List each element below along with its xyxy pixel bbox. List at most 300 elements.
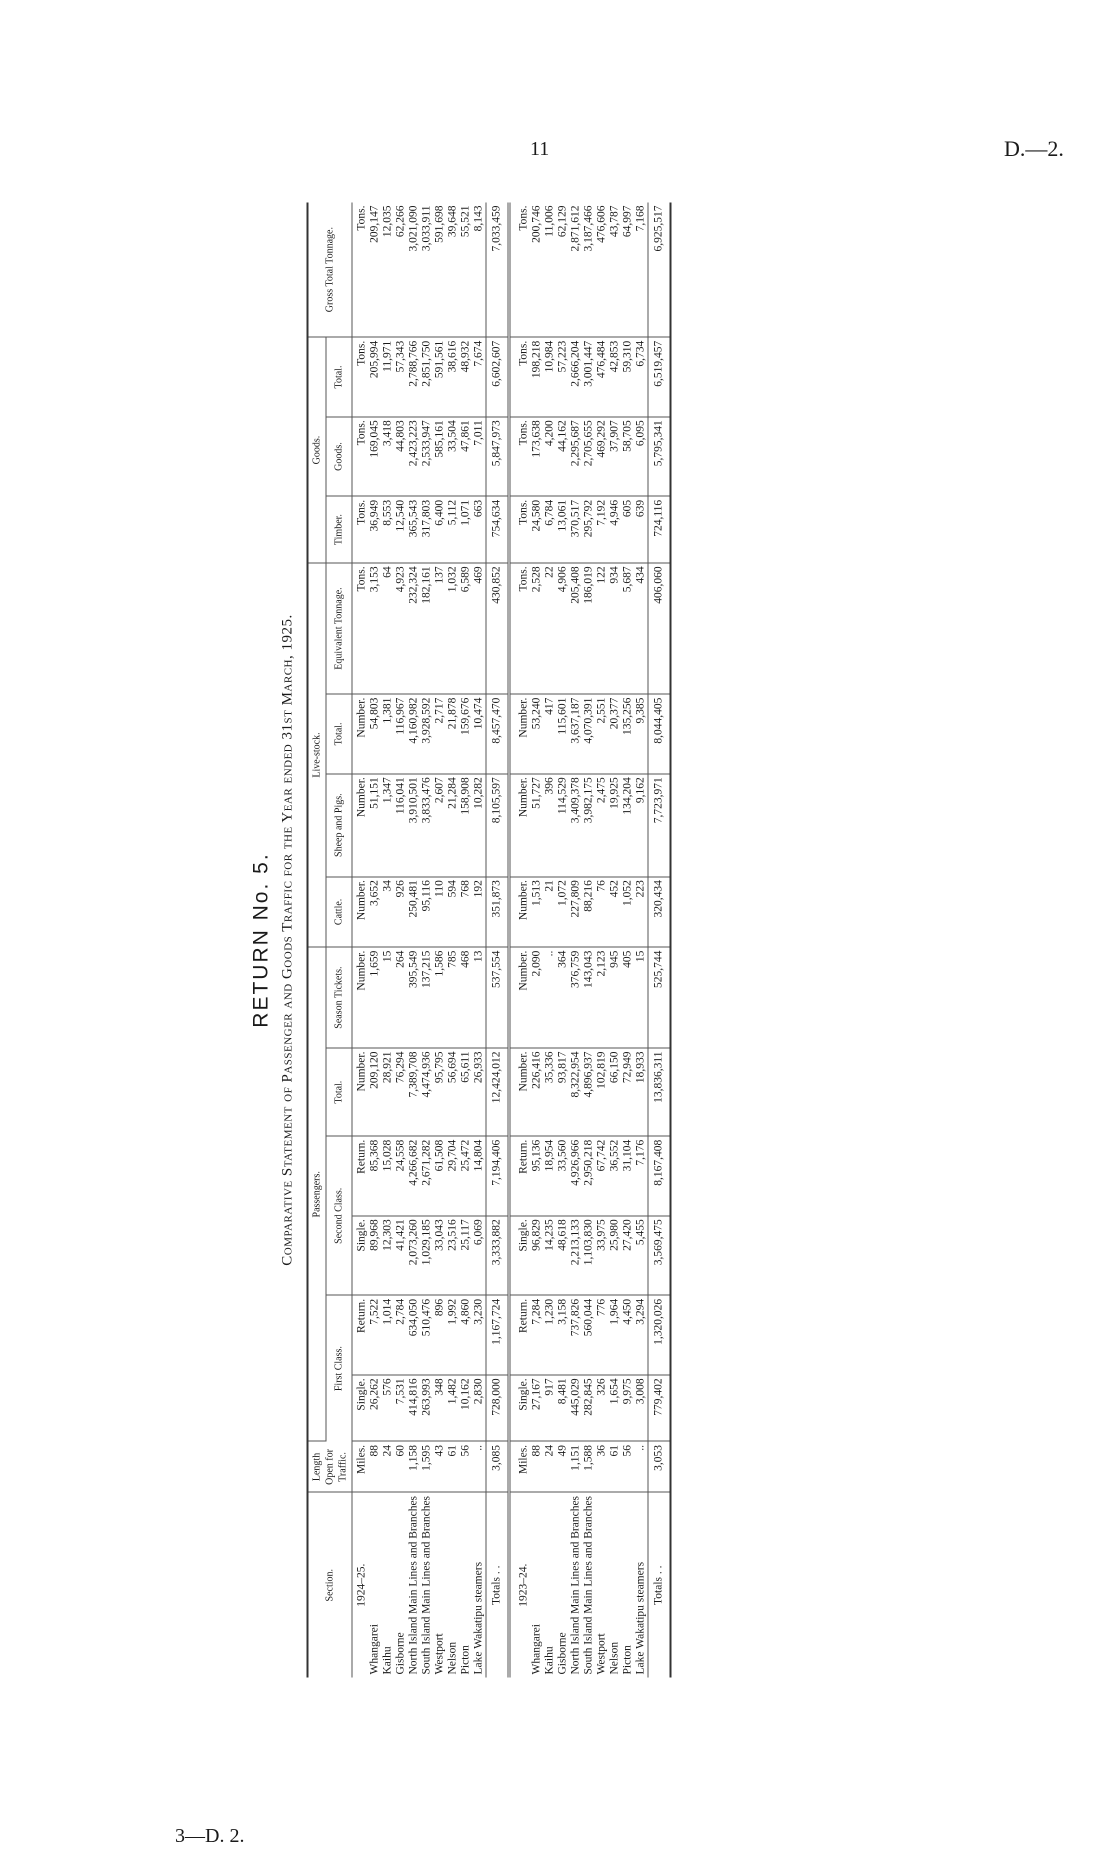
table-cell: 1,158 [408,1441,421,1492]
table-cell: 227,809 [570,877,583,947]
table-cell: 7,168 [635,203,649,338]
unit-label: Single. [352,1216,369,1296]
totals-cell: 8,457,470 [486,694,509,774]
page-number: 11 [530,138,550,160]
table-cell: 56 [622,1441,635,1492]
table-cell: 591,698 [434,203,447,338]
totals-cell: 3,569,475 [648,1216,671,1296]
table-cell: 3,418 [382,417,395,497]
section-name: Gisborne [394,1632,407,1675]
units-row [515,203,531,1678]
unit-label: Number. [352,877,369,947]
table-cell: 158,908 [460,774,473,877]
totals-cell: 3,333,882 [486,1216,509,1296]
table-cell: 14,235 [544,1216,557,1296]
table-cell: 41,421 [395,1216,408,1296]
table-cell: 3,158 [557,1295,570,1375]
table-cell: 8,553 [382,496,395,563]
table-cell: .. [635,1441,649,1492]
table-cell: 365,543 [408,496,421,563]
table-row [596,203,609,1678]
table-cell: 33,560 [557,1136,570,1216]
section-name: North Island Main Lines and Branches [407,1495,420,1675]
table-cell: 585,161 [434,417,447,497]
table-cell: 476,484 [596,337,609,417]
table-cell: 4,923 [395,563,408,694]
table-cell: 2,671,282 [421,1136,434,1216]
table-cell: 2,950,218 [583,1136,596,1216]
table-cell: 88,216 [583,877,596,947]
table-cell: 36,552 [609,1136,622,1216]
table-cell: 2,551 [596,694,609,774]
table-cell: 37,907 [609,417,622,497]
unit-label: Number. [515,877,531,947]
table-row [460,203,473,1678]
table-cell: 1,595 [421,1441,434,1492]
table-cell: 47,861 [460,417,473,497]
table-cell: 28,921 [382,1048,395,1136]
table-cell: 7,192 [596,496,609,563]
table-cell: 33,504 [447,417,460,497]
table-cell: 1,230 [544,1295,557,1375]
unit-label: Tons. [352,496,369,563]
table-cell: 639 [635,496,649,563]
table-cell: 11,006 [544,203,557,338]
table-cell: 4,160,982 [408,694,421,774]
table-cell: 2,717 [434,694,447,774]
table-cell: 42,853 [609,337,622,417]
header-livestock-total: Total. [326,694,352,774]
table-cell: 560,044 [583,1295,596,1375]
table-cell: 7,522 [369,1295,382,1375]
unit-label: Tons. [515,203,531,338]
totals-cell: 320,434 [648,877,671,947]
table-row [557,203,570,1678]
unit-label: Single. [515,1216,531,1296]
table-cell: 7,674 [473,337,487,417]
table-cell: 3,982,175 [583,774,596,877]
totals-label: Totals . . [648,1492,671,1677]
header-second-class: Second Class. [326,1136,352,1295]
table-cell: 38,616 [447,337,460,417]
table-cell: 4,266,682 [408,1136,421,1216]
unit-label: Number. [352,774,369,877]
table-cell: 12,540 [395,496,408,563]
table-cell: 1,381 [382,694,395,774]
table-cell: 56 [460,1441,473,1492]
unit-label: Return. [352,1136,369,1216]
totals-cell: 779,402 [648,1375,671,1442]
table-cell: 2,213,133 [570,1216,583,1296]
table-cell: 1,052 [622,877,635,947]
section-name: South Island Main Lines and Branches [420,1495,433,1675]
table-cell: 209,147 [369,203,382,338]
table-cell: 1,347 [382,774,395,877]
table-cell: 3,033,911 [421,203,434,338]
table-cell: 3,187,466 [583,203,596,338]
table-cell: 468 [460,947,473,1048]
table-cell: 510,476 [421,1295,434,1375]
table-cell: 1,151 [570,1441,583,1492]
unit-label: Number. [352,947,369,1048]
table-cell: 4,860 [460,1295,473,1375]
section-name: Lake Wakatipu steamers [634,1561,647,1675]
table-cell: 116,041 [395,774,408,877]
table-cell: 61,508 [434,1136,447,1216]
table-cell: 72,949 [622,1048,635,1136]
header-sheep: Sheep and Pigs. [326,774,352,877]
table-cell: 7,176 [635,1136,649,1216]
table-cell: 2,851,750 [421,337,434,417]
totals-cell: 8,167,408 [648,1136,671,1216]
table-cell: 2,090 [531,947,544,1048]
table-cell: 95,795 [434,1048,447,1136]
table-cell: 22 [544,563,557,694]
table-cell: 48,618 [557,1216,570,1296]
unit-label: Miles. [352,1441,369,1492]
table-cell: 135,256 [622,694,635,774]
table-cell: 4,906 [557,563,570,694]
section-name: Nelson [446,1641,459,1675]
unit-label: Number. [515,774,531,877]
totals-cell: 728,000 [486,1375,509,1442]
table-cell: 4,896,937 [583,1048,596,1136]
table-cell: 445,029 [570,1375,583,1442]
section-name: Whangarei [530,1624,543,1675]
unit-label: Tons. [515,417,531,497]
table-cell: 6,400 [434,496,447,563]
table-cell: 62,129 [557,203,570,338]
table-cell: 9,975 [622,1375,635,1442]
table-cell: 20,377 [609,694,622,774]
table-cell: 3,008 [635,1375,649,1442]
table-cell: 6,095 [635,417,649,497]
table-cell: 3,910,501 [408,774,421,877]
table-cell: 1,014 [382,1295,395,1375]
unit-label: Number. [352,1048,369,1136]
table-cell: 56,694 [447,1048,460,1136]
table-cell: 376,759 [570,947,583,1048]
section-name: Kaihu [543,1646,556,1675]
table-cell: 250,481 [408,877,421,947]
table-cell: 4,200 [544,417,557,497]
table-cell: 3,637,187 [570,694,583,774]
table-cell: 64 [382,563,395,694]
table-cell: 205,994 [369,337,382,417]
table-cell: 10,984 [544,337,557,417]
table-cell: 1,586 [434,947,447,1048]
totals-cell: 754,634 [486,496,509,563]
table-cell: 6,069 [473,1216,487,1296]
table-cell: 137,215 [421,947,434,1048]
table-cell: 10,474 [473,694,487,774]
table-cell: 43,787 [609,203,622,338]
table-cell: 2,073,260 [408,1216,421,1296]
table-cell: 95,136 [531,1136,544,1216]
year-heading: 1924–25. [355,1563,368,1607]
table-row [473,203,487,1678]
table-cell: 2,533,947 [421,417,434,497]
table-cell: 469 [473,563,487,694]
table-cell: 21 [544,877,557,947]
header-goods: Goods. [326,417,352,497]
table-cell: 33,043 [434,1216,447,1296]
table-cell: 2,830 [473,1375,487,1442]
table-cell: 51,151 [369,774,382,877]
table-cell: 591,561 [434,337,447,417]
table-row [369,203,382,1678]
table-cell: 10,162 [460,1375,473,1442]
unit-label: Single. [352,1375,369,1442]
table-cell: 23,516 [447,1216,460,1296]
table-cell: 44,803 [395,417,408,497]
table-row [609,203,622,1678]
table-cell: 737,826 [570,1295,583,1375]
table-cell: 58,705 [622,417,635,497]
table-cell: 1,513 [531,877,544,947]
table-cell: 4,946 [609,496,622,563]
header-passengers: Passengers. [308,947,327,1441]
table-cell: .. [473,1441,487,1492]
header-first-class: First Class. [326,1295,352,1441]
header-cattle: Cattle. [326,877,352,947]
table-cell: 2,607 [434,774,447,877]
table-cell: 65,611 [460,1048,473,1136]
totals-cell: 6,925,517 [648,203,671,338]
table-cell: 169,045 [369,417,382,497]
table-cell: 59,310 [622,337,635,417]
header-season: Season Tickets. [326,947,352,1048]
table-cell: 3,928,592 [421,694,434,774]
totals-cell: 1,320,026 [648,1295,671,1375]
table-cell: 395,549 [408,947,421,1048]
table-cell: 34 [382,877,395,947]
table-cell: 605 [622,496,635,563]
table-cell: 476,606 [596,203,609,338]
table-row [622,203,635,1678]
totals-cell: 8,044,405 [648,694,671,774]
table-cell: 3,652 [369,877,382,947]
table-cell: 61 [447,1441,460,1492]
table-cell: 8,322,954 [570,1048,583,1136]
table-row [583,203,596,1678]
section-name: Nelson [608,1641,621,1675]
table-cell: 10,282 [473,774,487,877]
table-cell: 1,482 [447,1375,460,1442]
table-cell: 102,819 [596,1048,609,1136]
table-cell: 2,788,766 [408,337,421,417]
totals-cell: 525,744 [648,947,671,1048]
table-cell: 39,648 [447,203,460,338]
table-cell: 2,123 [596,947,609,1048]
header-section: Section. [308,1492,353,1677]
header-length: Length Open for Traffic. [308,1441,353,1492]
table-cell: 26,262 [369,1375,382,1442]
table-cell: 31,104 [622,1136,635,1216]
totals-cell: 1,167,724 [486,1295,509,1375]
table-cell: 2,528 [531,563,544,694]
table-cell: 53,240 [531,694,544,774]
table-cell: 1,029,185 [421,1216,434,1296]
table-cell: 226,416 [531,1048,544,1136]
table-cell: 54,803 [369,694,382,774]
unit-label: Miles. [515,1441,531,1492]
table-cell: 200,746 [531,203,544,338]
table-cell: 3,230 [473,1295,487,1375]
table-cell: 67,742 [596,1136,609,1216]
table-cell: 48,932 [460,337,473,417]
table-cell: 2,666,204 [570,337,583,417]
table-cell: 8,481 [557,1375,570,1442]
unit-label: Return. [515,1295,531,1375]
totals-row [648,203,671,1678]
signature-mark: 3—D. 2. [175,1825,245,1847]
table-cell: 2,871,612 [570,203,583,338]
table-cell: 88 [369,1441,382,1492]
header-goods-group: Goods. [308,337,327,563]
table-cell: 19,925 [609,774,622,877]
table-cell: 370,517 [570,496,583,563]
header-passenger-total: Total. [326,1048,352,1136]
table-cell: 25,472 [460,1136,473,1216]
table-cell: 3,001,447 [583,337,596,417]
section-name: Picton [621,1645,634,1675]
table-cell: 926 [395,877,408,947]
table-cell: 11,971 [382,337,395,417]
table-cell: 27,420 [622,1216,635,1296]
return-subtitle: Comparative Statement of Passenger and Goods Traffic for the Year ended 31st March, 1925. [279,614,296,1266]
table-cell: 414,816 [408,1375,421,1442]
header-gross: Gross Total Tonnage. [308,203,353,338]
table-cell: 12,303 [382,1216,395,1296]
table-cell: 25,117 [460,1216,473,1296]
table-cell: 51,727 [531,774,544,877]
table-cell: 35,336 [544,1048,557,1136]
table-cell: 5,455 [635,1216,649,1296]
table-cell: 36,949 [369,496,382,563]
table-cell: 2,705,655 [583,417,596,497]
table-cell: 62,266 [395,203,408,338]
table-cell: 115,601 [557,694,570,774]
table-cell: 137 [434,563,447,694]
table-row [408,203,421,1678]
table-cell: 263,993 [421,1375,434,1442]
table-cell: 232,324 [408,563,421,694]
table-cell: 6,734 [635,337,649,417]
table-cell: 27,167 [531,1375,544,1442]
table-cell: 12,035 [382,203,395,338]
table-cell: 1,072 [557,877,570,947]
table-cell: 785 [447,947,460,1048]
table-cell: 13,061 [557,496,570,563]
header-goods-total: Total. [326,337,352,417]
table-cell: 326 [596,1375,609,1442]
section-name: Westport [595,1633,608,1675]
table-cell: 66,150 [609,1048,622,1136]
table-cell: .. [544,947,557,1048]
table-cell: 96,829 [531,1216,544,1296]
traffic-table [307,203,672,1678]
section-name: Gisborne [556,1632,569,1675]
table-cell: 24,580 [531,496,544,563]
unit-label: Tons. [352,417,369,497]
table-cell: 25,980 [609,1216,622,1296]
table-cell: 134,204 [622,774,635,877]
table-cell: 7,389,708 [408,1048,421,1136]
totals-cell: 12,424,012 [486,1048,509,1136]
table-cell: 223 [635,877,649,947]
unit-label: Return. [352,1295,369,1375]
table-cell: 594 [447,877,460,947]
table-cell: 5,687 [622,563,635,694]
table-cell: 15,028 [382,1136,395,1216]
table-cell: 3,833,476 [421,774,434,877]
table-cell: 2,295,687 [570,417,583,497]
table-cell: 8,143 [473,203,487,338]
table-cell: 209,120 [369,1048,382,1136]
table-cell: 1,659 [369,947,382,1048]
document-reference: D.—2. [1004,136,1064,161]
unit-label: Tons. [352,563,369,694]
totals-cell: 5,847,973 [486,417,509,497]
table-cell: 5,112 [447,496,460,563]
table-cell: 434 [635,563,649,694]
table-cell: 6,784 [544,496,557,563]
section-name: Westport [433,1633,446,1675]
totals-cell: 6,602,607 [486,337,509,417]
table-cell: 405 [622,947,635,1048]
table-cell: 663 [473,496,487,563]
table-cell: 1,992 [447,1295,460,1375]
table-cell: 7,011 [473,417,487,497]
table-cell: 4,450 [622,1295,635,1375]
table-cell: 76,294 [395,1048,408,1136]
totals-cell: 7,194,406 [486,1136,509,1216]
table-row [382,203,395,1678]
table-cell: 57,343 [395,337,408,417]
section-name: Picton [459,1645,472,1675]
table-cell: 2,475 [596,774,609,877]
table-cell: 21,878 [447,694,460,774]
table-cell: 44,162 [557,417,570,497]
table-cell: 205,408 [570,563,583,694]
table-cell: 469,292 [596,417,609,497]
table-cell: 264 [395,947,408,1048]
table-cell: 61 [609,1441,622,1492]
table-cell: 576 [382,1375,395,1442]
totals-cell: 351,873 [486,877,509,947]
totals-cell: 6,519,457 [648,337,671,417]
table-row [434,203,447,1678]
totals-label: Totals . . [486,1492,509,1677]
table-cell: 3,294 [635,1295,649,1375]
table-cell: 89,968 [369,1216,382,1296]
table-cell: 396 [544,774,557,877]
table-cell: 3,153 [369,563,382,694]
table-cell: 43 [434,1441,447,1492]
totals-row [486,203,509,1678]
unit-label: Tons. [515,563,531,694]
table-cell: 24 [382,1441,395,1492]
header-timber: Timber. [326,496,352,563]
rotated-table-block [244,203,864,1678]
header-livestock: Live-stock. [308,563,327,947]
table-cell: 295,792 [583,496,596,563]
table-cell: 122 [596,563,609,694]
totals-cell: 7,723,971 [648,774,671,877]
totals-cell: 3,053 [648,1441,671,1492]
year-heading: 1923–24. [517,1563,530,1607]
